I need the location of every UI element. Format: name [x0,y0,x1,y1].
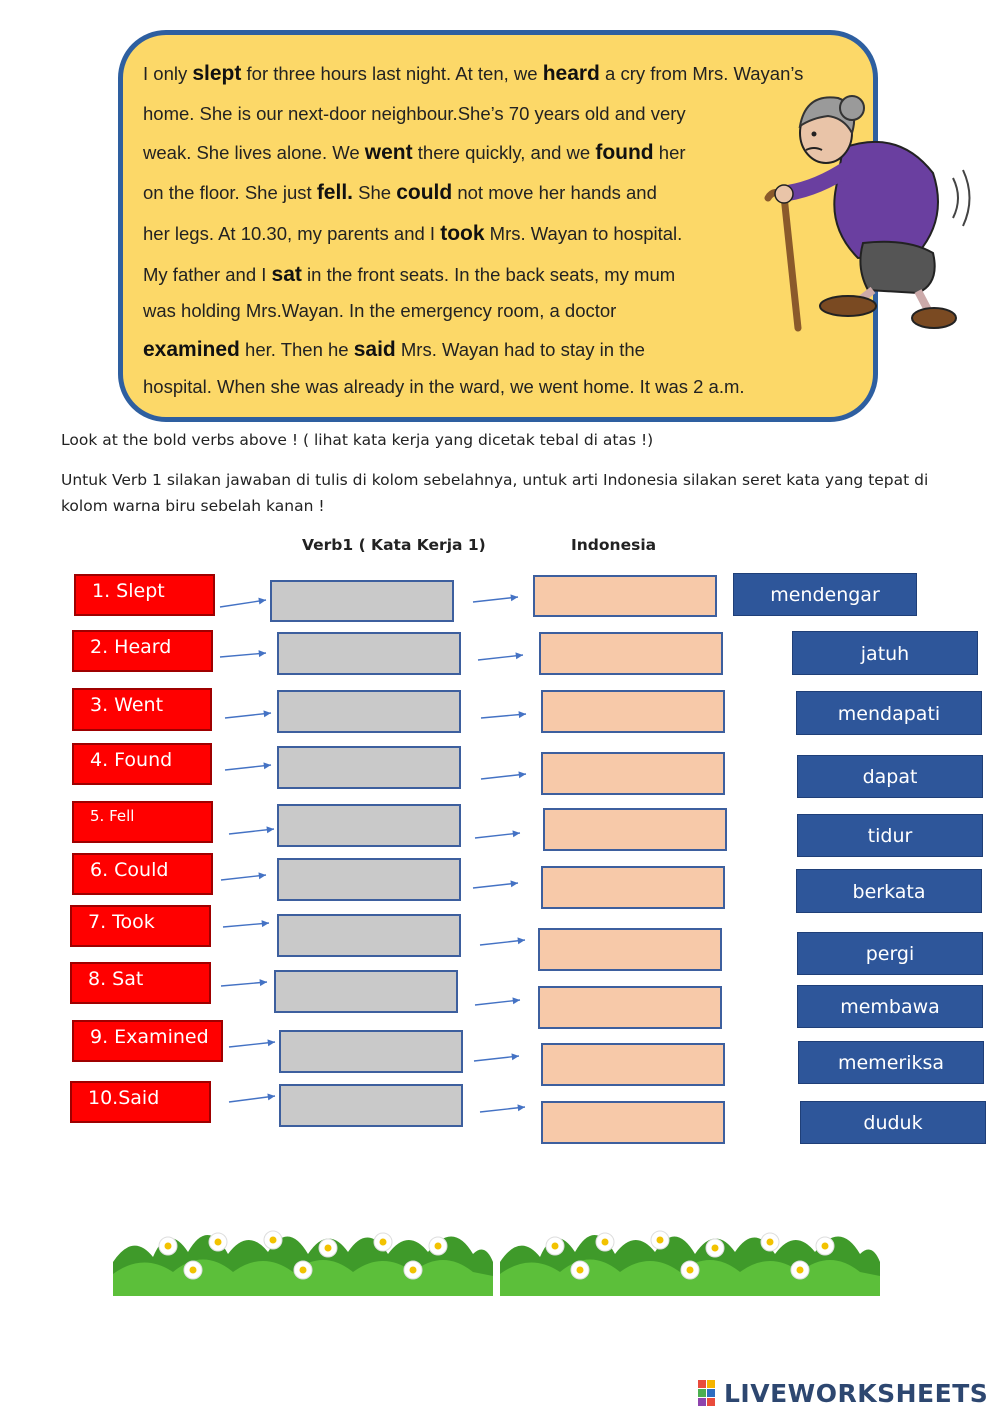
verb1-answer-input[interactable] [274,970,458,1013]
verb1-column-header: Verb1 ( Kata Kerja 1) [302,536,486,554]
verb1-answer-input[interactable] [277,632,461,675]
verb1-answer-input[interactable] [270,580,454,622]
indonesia-drop-target[interactable] [543,808,727,851]
indonesia-drop-target[interactable] [533,575,717,617]
grass-flowers-decoration-left [113,1212,493,1296]
story-text-segment: a cry from Mrs. Wayan’s [599,63,804,84]
verb-label: 2. Heard [72,630,213,672]
story-text-segment: her [653,142,686,163]
verb1-answer-input[interactable] [277,858,461,901]
indonesia-drop-target[interactable] [539,632,723,675]
story-line [143,62,803,86]
instruction-line-1: Look at the bold verbs above ! ( lihat kata kerja yang dicetak tebal di atas !) [61,431,654,449]
verb-label: 8. Sat [70,962,211,1004]
story-line [143,222,682,246]
verb-label: 4. Found [72,743,212,785]
bold-verb: could [396,181,453,204]
verb-label: 1. Slept [74,574,215,616]
indonesia-column-header: Indonesia [571,536,657,554]
story-text-segment: her. Then he [239,339,354,360]
old-woman-illustration [748,78,980,340]
bold-verb: heard [542,62,600,85]
instruction-line-2: Untuk Verb 1 silakan jawaban di tulis di kolom sebelahnya, untuk arti Indonesia silakan seret kata yang tepat di kolom warna biru sebelah kanan ! [61,471,929,515]
indonesia-drop-target[interactable] [541,1043,725,1086]
story-line [143,141,686,165]
story-line [143,103,686,125]
bold-verb: examined [143,338,240,361]
word-bank-item[interactable]: duduk [800,1101,986,1144]
indonesia-drop-target[interactable] [541,752,725,795]
verb-label: 10.Said [70,1081,211,1123]
verb-label: 5. Fell [72,801,213,843]
word-bank-item[interactable]: mendapati [796,691,982,735]
verb-label: 6. Could [72,853,213,895]
word-bank-item[interactable]: mendengar [733,573,917,616]
story-line [143,338,645,362]
story-text-segment: Mrs. Wayan had to stay in the [395,339,645,360]
indonesia-drop-target[interactable] [541,1101,725,1144]
story-text-segment: I only [143,63,193,84]
liveworksheets-logo [698,1377,988,1409]
story-text-segment: home. She is our next-door neighbour.She’s 70 years old and very [143,103,686,124]
story-line [143,376,745,398]
story-text-segment: not move her hands and [452,182,657,203]
story-text-segment: her legs. At 10.30, my parents and I [143,223,441,244]
word-bank-item[interactable]: jatuh [792,631,978,675]
story-line [143,181,657,205]
story-text-segment: for three hours last night. At ten, we [241,63,543,84]
story-text-segment: there quickly, and we [412,142,596,163]
word-bank-item[interactable]: tidur [797,814,983,857]
story-text-segment: weak. She lives alone. We [143,142,365,163]
verb1-answer-input[interactable] [279,1084,463,1127]
verb-label: 3. Went [72,688,212,731]
indonesia-drop-target[interactable] [538,986,722,1029]
bold-verb: said [353,338,396,361]
liveworksheets-logo-text: LIVEWORKSHEETS [724,1378,989,1408]
liveworksheets-logo-icon [698,1380,724,1406]
verb1-answer-input[interactable] [277,914,461,957]
word-bank-item[interactable]: memeriksa [798,1041,984,1084]
story-line [143,263,675,287]
story-text-segment: in the front seats. In the back seats, my mum [301,264,676,285]
indonesia-drop-target[interactable] [541,866,725,909]
story-text-segment: on the floor. She just [143,182,317,203]
story-text-segment: She [353,182,397,203]
story-text-segment: was holding Mrs.Wayan. In the emergency room, a doctor [143,300,617,321]
story-text-segment: My father and I [143,264,272,285]
word-bank-item[interactable]: dapat [797,755,983,798]
bold-verb: sat [271,263,302,286]
word-bank-item[interactable]: pergi [797,932,983,975]
verb1-answer-input[interactable] [277,746,461,789]
bold-verb: went [364,141,413,164]
story-text-segment: hospital. When she was already in the ward, we went home. It was 2 a.m. [143,376,745,397]
verb-label: 7. Took [70,905,211,947]
verb1-answer-input[interactable] [277,690,461,733]
word-bank-item[interactable]: berkata [796,869,982,913]
indonesia-drop-target[interactable] [541,690,725,733]
bold-verb: fell. [316,181,353,204]
verb1-answer-input[interactable] [279,1030,463,1073]
verb-label: 9. Examined [72,1020,223,1062]
verb1-answer-input[interactable] [277,804,461,847]
bold-verb: took [440,222,485,245]
story-text-segment: Mrs. Wayan to hospital. [484,223,683,244]
word-bank-item[interactable]: membawa [797,985,983,1028]
bold-verb: slept [192,62,242,85]
indonesia-drop-target[interactable] [538,928,722,971]
story-line [143,300,616,322]
bold-verb: found [595,141,654,164]
grass-flowers-decoration-right [500,1212,880,1296]
